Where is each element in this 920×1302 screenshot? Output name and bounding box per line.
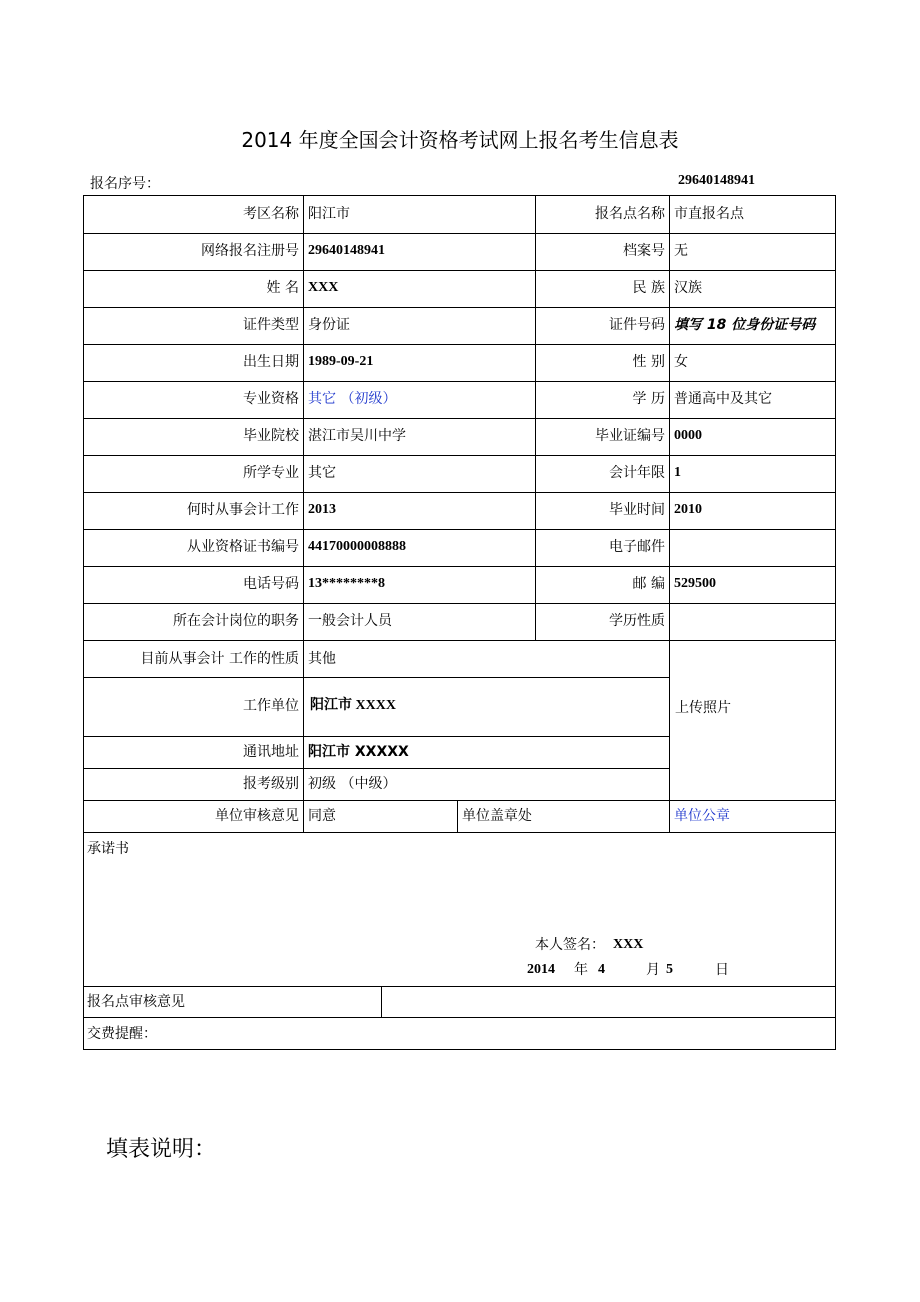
page-title: 2014 年度全国会计资格考试网上报名考生信息表	[241, 128, 679, 152]
seal-value: 单位公章	[674, 808, 730, 824]
field-label: 电子邮件	[609, 539, 665, 555]
field-value: 1989-09-21	[308, 354, 374, 369]
field-label: 所在会计岗位的职务	[173, 613, 299, 629]
field-value: 普通高中及其它	[674, 391, 772, 407]
signature-value: XXX	[613, 937, 644, 952]
fee-reminder: 交费提醒：	[87, 1026, 157, 1042]
field-value: 2013	[308, 502, 336, 517]
field-label: 证件号码	[609, 317, 665, 333]
field-value: 一般会计人员	[308, 613, 392, 629]
serial-value: 29640148941	[678, 173, 755, 188]
field-label: 邮 编	[632, 576, 665, 592]
field-value: 13********8	[308, 576, 385, 591]
sign-day: 5	[666, 962, 673, 977]
field-label: 民 族	[632, 280, 665, 296]
work-nature-label: 目前从事会计 工作的性质	[140, 651, 299, 667]
field-value: 0000	[674, 428, 702, 443]
seal-label: 单位盖章处	[462, 808, 532, 824]
unit-review-value: 同意	[308, 808, 336, 824]
work-unit-label: 工作单位	[243, 698, 299, 714]
sign-year-unit: 年	[574, 962, 588, 978]
field-value: 其它 （初级）	[308, 391, 397, 407]
signature-label: 本人签名：	[535, 937, 605, 953]
field-value: XXX	[308, 280, 339, 295]
photo-placeholder[interactable]: 上传照片	[675, 700, 731, 716]
field-value: 其它	[308, 465, 336, 481]
field-label: 专业资格	[243, 391, 299, 407]
field-label: 证件类型	[243, 317, 299, 333]
level-value: 初级 （中级）	[308, 776, 397, 792]
field-label: 会计年限	[609, 465, 665, 481]
field-label: 性 别	[632, 354, 665, 370]
field-label: 学 历	[632, 391, 665, 407]
sign-day-unit: 日	[715, 962, 729, 978]
instructions-heading: 填表说明：	[106, 1137, 217, 1162]
field-value: 市直报名点	[674, 206, 744, 222]
info-table	[83, 195, 836, 1050]
sign-year: 2014	[527, 962, 555, 977]
site-review-label: 报名点审核意见	[87, 994, 185, 1010]
field-label: 学历性质	[609, 613, 665, 629]
field-label: 姓 名	[266, 280, 299, 296]
address-value: 阳江市 XXXXX	[308, 744, 409, 760]
field-value: 1	[674, 465, 681, 480]
field-label: 电话号码	[243, 576, 299, 592]
field-value: 身份证	[308, 317, 350, 333]
field-label: 毕业证编号	[595, 428, 665, 444]
serial-label: 报名序号：	[90, 176, 160, 192]
field-value: 529500	[674, 576, 716, 591]
field-label: 档案号	[623, 243, 665, 259]
field-value: 汉族	[674, 280, 702, 296]
field-value: 女	[674, 354, 688, 370]
work-unit-value: 阳江市 XXXX	[310, 698, 396, 713]
field-value: 无	[674, 243, 688, 259]
field-label: 毕业院校	[243, 428, 299, 444]
level-label: 报考级别	[243, 776, 299, 792]
field-value: 填写 18 位身份证号码	[674, 317, 816, 333]
field-label: 所学专业	[243, 465, 299, 481]
pledge-title: 承诺书	[87, 841, 129, 857]
field-value: 湛江市吴川中学	[308, 428, 406, 444]
field-label: 出生日期	[243, 354, 299, 370]
sign-month: 4	[598, 962, 605, 977]
field-value: 2010	[674, 502, 702, 517]
field-value: 阳江市	[308, 206, 350, 222]
unit-review-label: 单位审核意见	[215, 808, 299, 824]
field-value: 29640148941	[308, 243, 385, 258]
sign-month-unit: 月	[646, 962, 660, 978]
field-label: 毕业时间	[609, 502, 665, 518]
field-label: 报名点名称	[595, 206, 665, 222]
address-label: 通讯地址	[243, 744, 299, 760]
work-nature-value: 其他	[308, 651, 336, 667]
field-label: 何时从事会计工作	[187, 502, 299, 518]
field-label: 考区名称	[243, 206, 299, 222]
field-label: 网络报名注册号	[201, 243, 299, 259]
field-value: 44170000008888	[308, 539, 406, 554]
field-label: 从业资格证书编号	[187, 539, 299, 555]
